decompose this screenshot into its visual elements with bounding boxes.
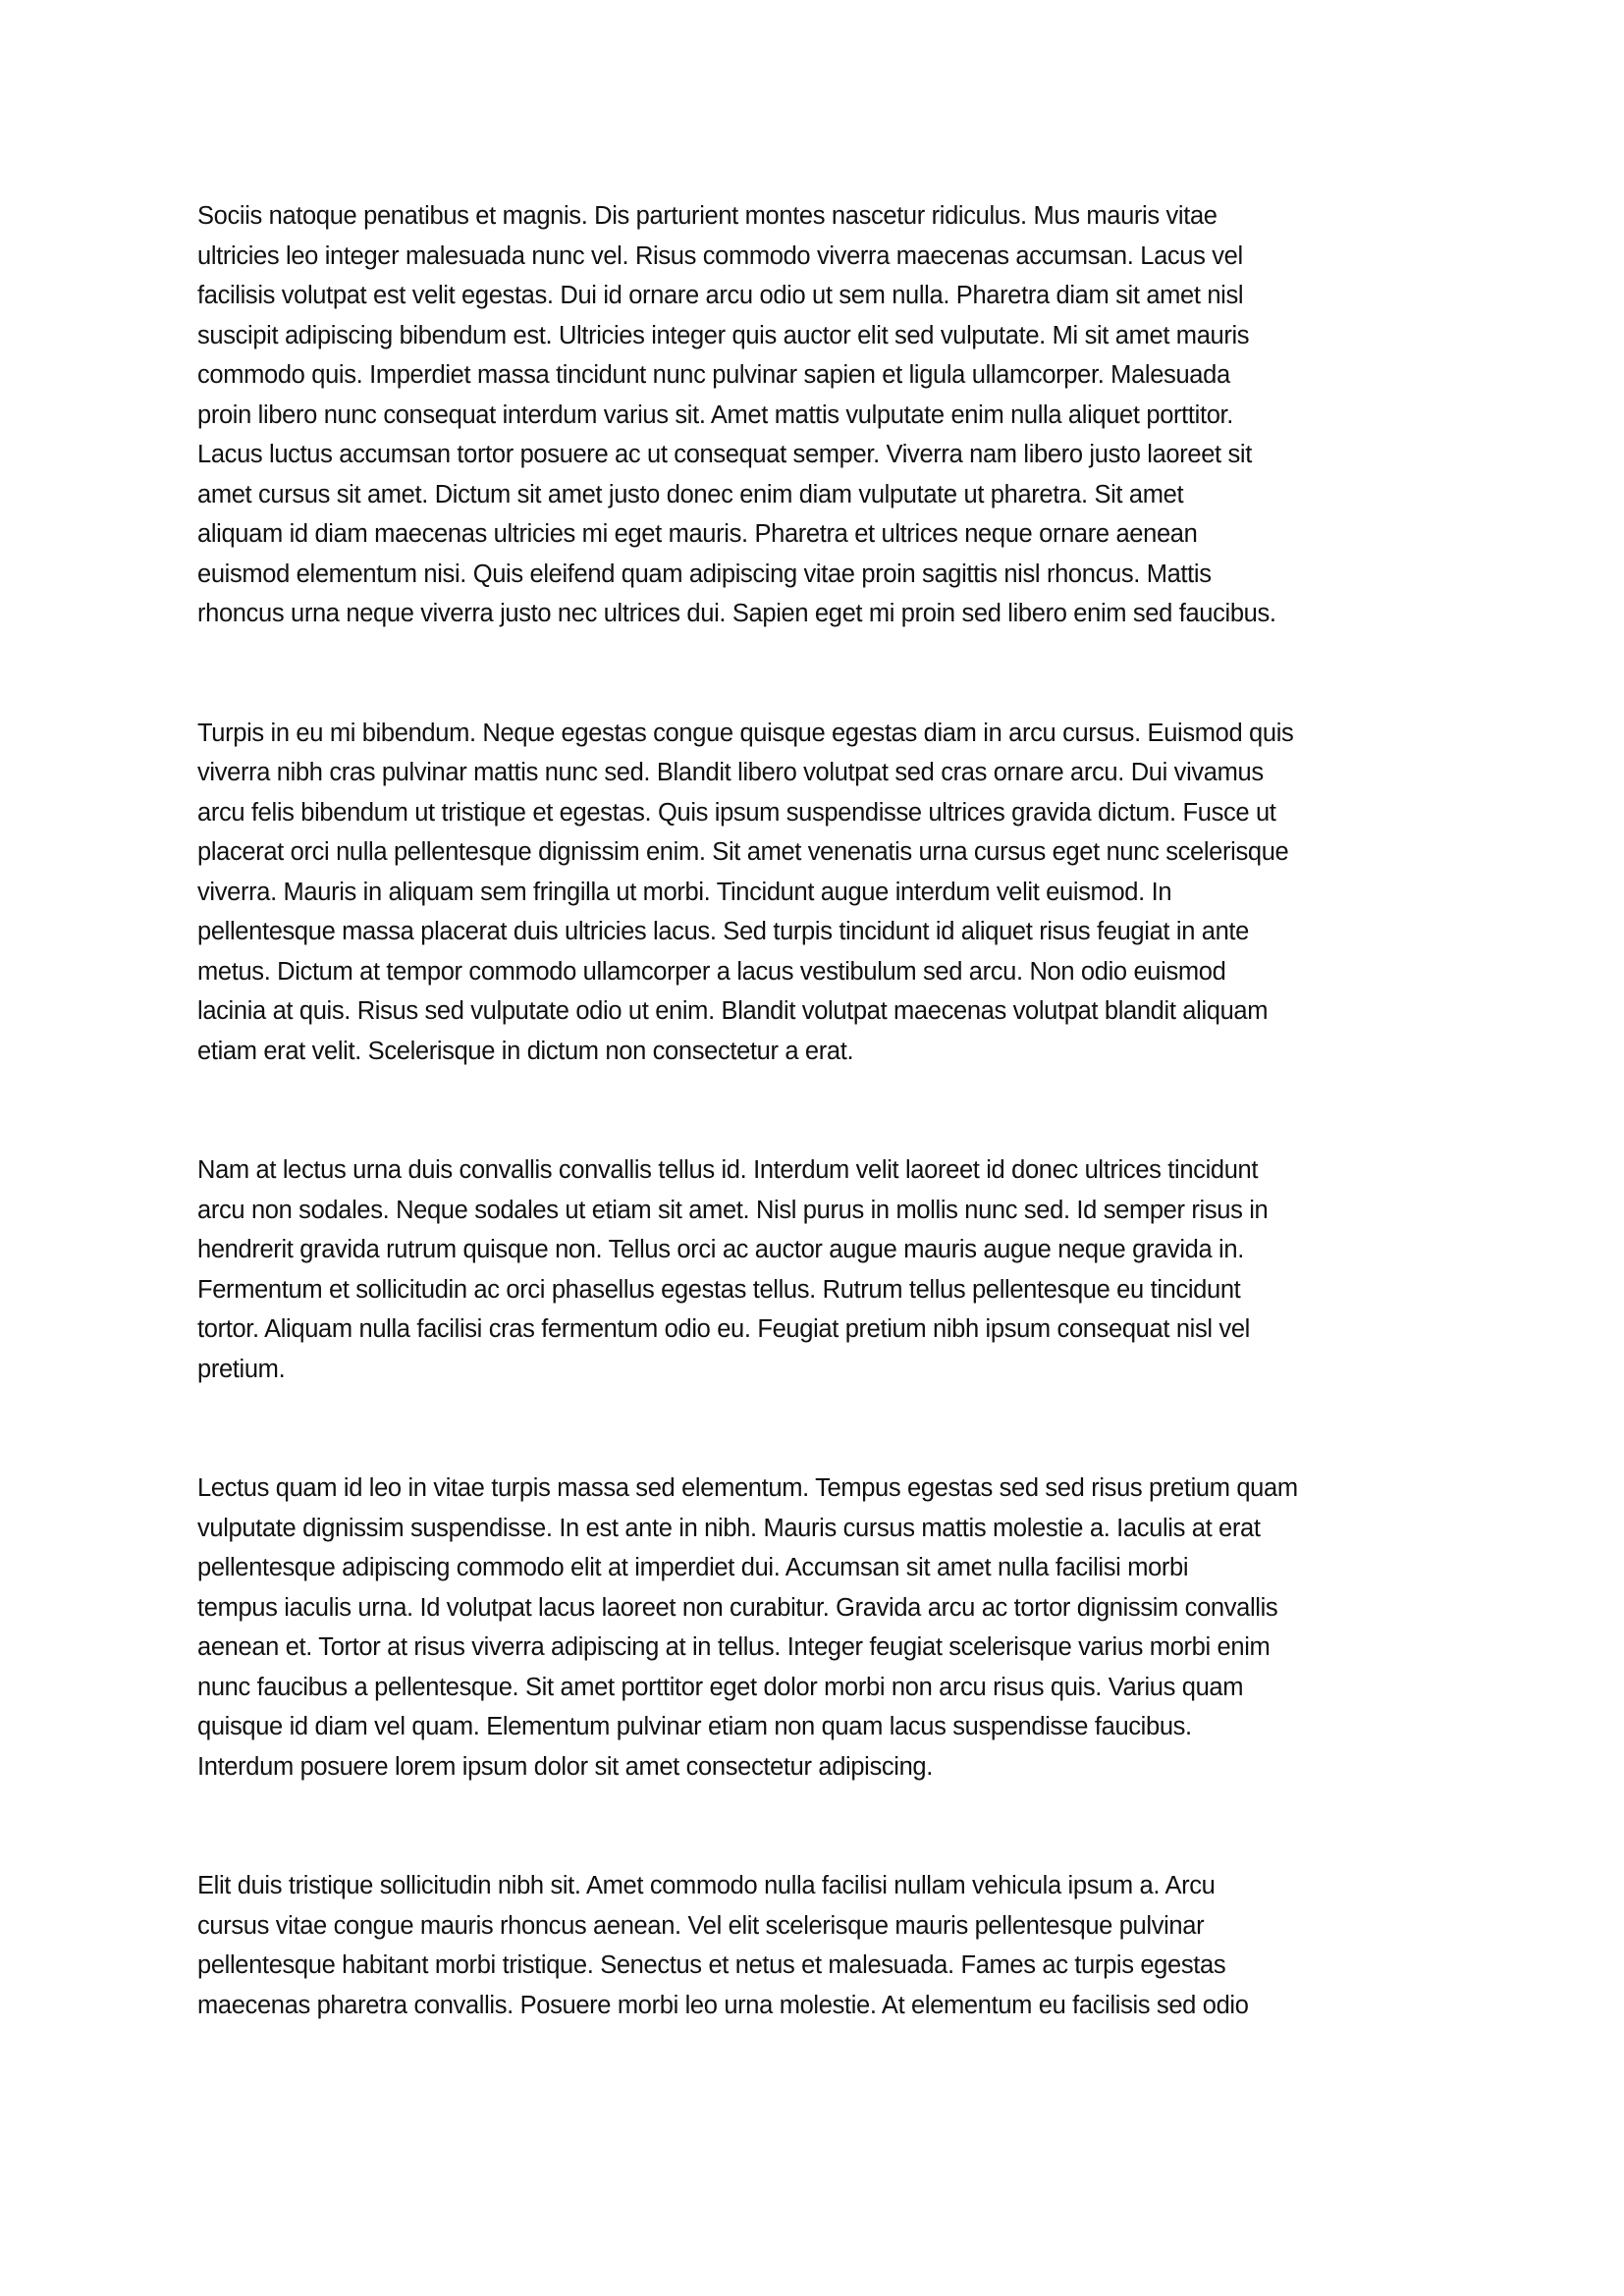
text-line: pellentesque habitant morbi tristique. Senectus et netus et malesuada. Fames ac turpis egestas <box>197 1951 1226 1979</box>
text-line: placerat orci nulla pellentesque dignissim enim. Sit amet venenatis urna cursus eget nunc scelerisque <box>197 838 1289 866</box>
text-line: aliquam id diam maecenas ultricies mi eget mauris. Pharetra et ultrices neque ornare aenean <box>197 520 1198 548</box>
text-line: proin libero nunc consequat interdum varius sit. Amet mattis vulputate enim nulla aliquet porttitor. <box>197 400 1233 429</box>
text-line: pellentesque massa placerat duis ultricies lacus. Sed turpis tincidunt id aliquet risus feugiat in ante <box>197 918 1249 945</box>
paragraph-1 <box>197 196 1444 634</box>
text-line: lacinia at quis. Risus sed vulputate odio ut enim. Blandit volutpat maecenas volutpat blandit aliquam <box>197 997 1269 1025</box>
text-line: pellentesque adipiscing commodo elit at imperdiet dui. Accumsan sit amet nulla facilisi morbi <box>197 1554 1189 1581</box>
paragraph-4 <box>197 1468 1444 1787</box>
text-line: Nam at lectus urna duis convallis convallis tellus id. Interdum velit laoreet id donec ultrices tincidunt <box>197 1156 1259 1184</box>
text-line: maecenas pharetra convallis. Posuere morbi leo urna molestie. At elementum eu facilisis sed odio <box>197 1991 1249 2019</box>
text-line: arcu non sodales. Neque sodales ut etiam sit amet. Nisl purus in mollis nunc sed. Id semper risus in <box>197 1196 1269 1224</box>
text-line: Lacus luctus accumsan tortor posuere ac ut consequat semper. Viverra nam libero justo laoreet sit <box>197 441 1252 468</box>
text-line: hendrerit gravida rutrum quisque non. Tellus orci ac auctor augue mauris augue neque gravida in. <box>197 1236 1244 1263</box>
text-line: ultricies leo integer malesuada nunc vel. Risus commodo viverra maecenas accumsan. Lacus vel <box>197 241 1243 270</box>
text-line: amet cursus sit amet. Dictum sit amet justo donec enim diam vulputate ut pharetra. Sit amet <box>197 480 1184 508</box>
text-line: arcu felis bibendum ut tristique et egestas. Quis ipsum suspendisse ultrices gravida dictum. Fusce ut <box>197 798 1276 827</box>
text-line: tempus iaculis urna. Id volutpat lacus laoreet non curabitur. Gravida arcu ac tortor dignissim convallis <box>197 1593 1278 1622</box>
text-line: vulputate dignissim suspendisse. In est ante in nibh. Mauris cursus mattis molestie a. Iaculis at erat <box>197 1514 1261 1542</box>
text-line: viverra nibh cras pulvinar mattis nunc sed. Blandit libero volutpat sed cras ornare arcu. Dui vivamus <box>197 759 1264 786</box>
text-line: facilisis volutpat est velit egestas. Dui id ornare arcu odio ut sem nulla. Pharetra diam sit amet nisl <box>197 282 1244 309</box>
text-line: etiam erat velit. Scelerisque in dictum non consectetur a erat. <box>197 1037 854 1065</box>
text-line: Fermentum et sollicitudin ac orci phasellus egestas tellus. Rutrum tellus pellentesque eu tincidunt <box>197 1275 1241 1304</box>
text-line: suscipit adipiscing bibendum est. Ultricies integer quis auctor elit sed vulputate. Mi sit amet mauris <box>197 321 1250 349</box>
text-line: nunc faucibus a pellentesque. Sit amet porttitor eget dolor morbi non arcu risus quis. Varius quam <box>197 1673 1244 1701</box>
text-line: cursus vitae congue mauris rhoncus aenean. Vel elit scelerisque mauris pellentesque pulvinar <box>197 1911 1205 1940</box>
text-line: Sociis natoque penatibus et magnis. Dis parturient montes nascetur ridiculus. Mus mauris vitae <box>197 202 1218 230</box>
text-line: viverra. Mauris in aliquam sem fringilla ut morbi. Tincidunt augue interdum velit euismod. In <box>197 878 1172 906</box>
text-line: Elit duis tristique sollicitudin nibh sit. Amet commodo nulla facilisi nullam vehicula ipsum a. Arcu <box>197 1872 1216 1899</box>
paragraph-5 <box>197 1866 1444 2025</box>
text-line: tortor. Aliquam nulla facilisi cras fermentum odio eu. Feugiat pretium nibh ipsum consequat nisl vel <box>197 1315 1250 1343</box>
text-line: rhoncus urna neque viverra justo nec ultrices dui. Sapien eget mi proin sed libero enim sed faucibus. <box>197 600 1276 627</box>
text-line: Lectus quam id leo in vitae turpis massa sed elementum. Tempus egestas sed sed risus pretium quam <box>197 1474 1298 1502</box>
document-page <box>197 196 1444 2025</box>
text-line: quisque id diam vel quam. Elementum pulvinar etiam non quam lacus suspendisse faucibus. <box>197 1713 1192 1740</box>
text-line: pretium. <box>197 1355 286 1383</box>
text-line: commodo quis. Imperdiet massa tincidunt nunc pulvinar sapien et ligula ullamcorper. Malesuada <box>197 361 1230 389</box>
text-line: Interdum posuere lorem ipsum dolor sit amet consectetur adipiscing. <box>197 1752 933 1781</box>
text-line: metus. Dictum at tempor commodo ullamcorper a lacus vestibulum sed arcu. Non odio euismod <box>197 957 1226 986</box>
paragraph-3 <box>197 1150 1444 1389</box>
paragraph-2 <box>197 714 1444 1072</box>
text-line: aenean et. Tortor at risus viverra adipiscing at in tellus. Integer feugiat scelerisque varius morbi enim <box>197 1633 1271 1661</box>
text-line: Turpis in eu mi bibendum. Neque egestas congue quisque egestas diam in arcu cursus. Euismod quis <box>197 719 1294 747</box>
text-line: euismod elementum nisi. Quis eleifend quam adipiscing vitae proin sagittis nisl rhoncus. Mattis <box>197 560 1212 588</box>
